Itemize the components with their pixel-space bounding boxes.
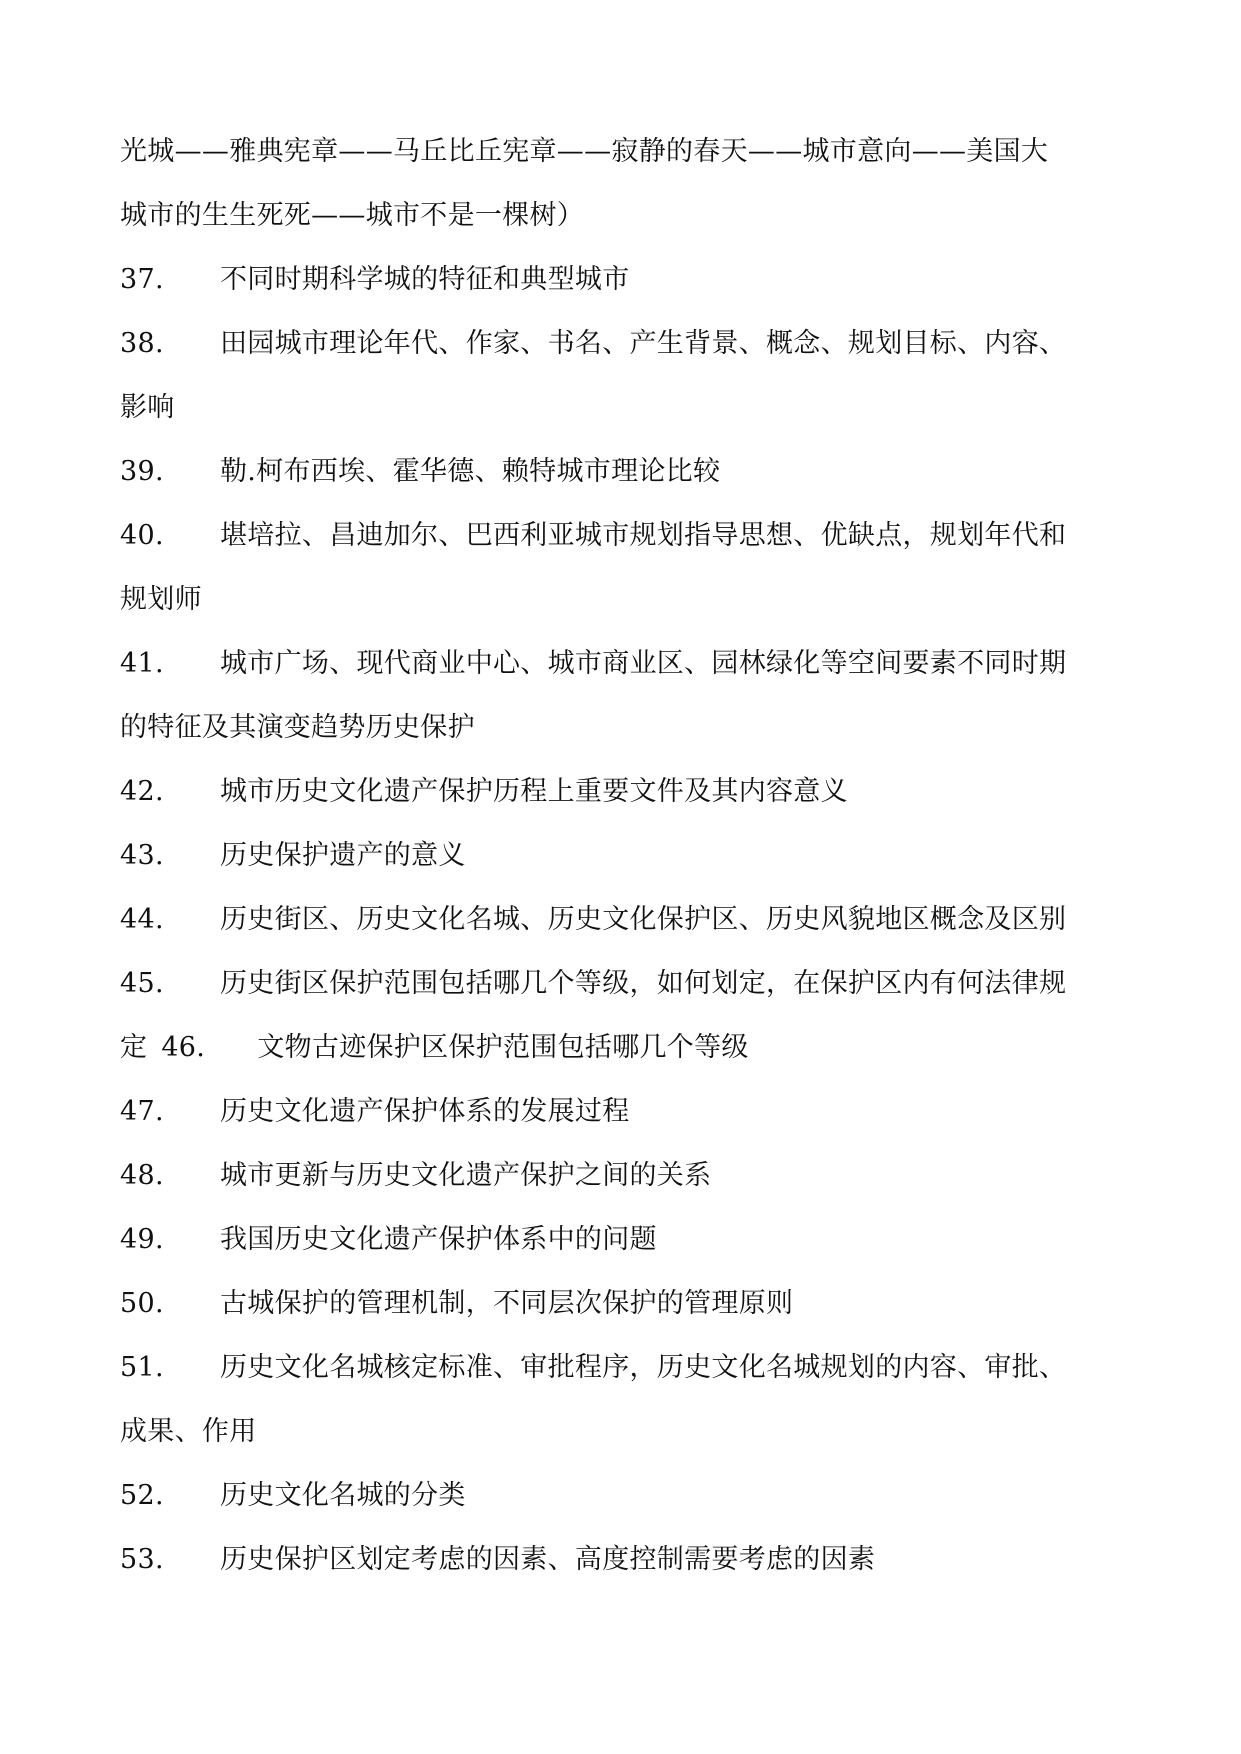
item-text: 历史街区保护范围包括哪几个等级，如何划定，在保护区内有何法律规: [220, 968, 1067, 999]
list-item: [120, 1220, 1125, 1260]
text-line: [120, 1028, 1125, 1068]
line-text: 影响: [120, 392, 175, 423]
list-item: [120, 324, 1125, 364]
list-item: [120, 516, 1125, 556]
item-text: 历史文化遗产保护体系的发展过程: [220, 1096, 630, 1127]
item-number: 40.: [120, 520, 164, 551]
item-number: 37.: [120, 264, 164, 295]
text-line: [120, 132, 1125, 172]
item-number: 38.: [120, 328, 164, 359]
line-text: 规划师: [120, 584, 202, 615]
text-line: [120, 388, 1125, 428]
item-number: 53.: [120, 1544, 164, 1575]
list-item: [120, 260, 1125, 300]
item-text: 文物古迹保护区保护范围包括哪几个等级: [257, 1032, 749, 1063]
item-number: 52.: [120, 1480, 164, 1511]
line-text: 的特征及其演变趋势历史保护: [120, 712, 475, 743]
line-text: 光城——雅典宪章——马丘比丘宪章——寂静的春天——城市意向——美国大: [120, 136, 1049, 167]
item-number: 51.: [120, 1352, 164, 1383]
list-item: [120, 644, 1125, 684]
item-number: 48.: [120, 1160, 164, 1191]
list-item: [120, 772, 1125, 812]
text-line: [120, 580, 1125, 620]
list-item: [120, 964, 1125, 1004]
list-item: [120, 1540, 1125, 1580]
item-text: 我国历史文化遗产保护体系中的问题: [220, 1224, 657, 1255]
item-number: 45.: [120, 968, 164, 999]
item-text: 城市历史文化遗产保护历程上重要文件及其内容意义: [220, 776, 848, 807]
item-number: 42.: [120, 776, 164, 807]
text-line: [120, 1412, 1125, 1452]
item-text: 历史保护遗产的意义: [220, 840, 466, 871]
item-text: 历史街区、历史文化名城、历史文化保护区、历史风貌地区概念及区别: [220, 904, 1067, 935]
item-number: 41.: [120, 648, 164, 679]
item-number: 46.: [161, 1032, 206, 1063]
text-line: [120, 196, 1125, 236]
item-text: 历史文化名城核定标准、审批程序，历史文化名城规划的内容、审批、: [220, 1352, 1067, 1383]
list-item: [120, 836, 1125, 876]
item-text: 历史保护区划定考虑的因素、高度控制需要考虑的因素: [220, 1544, 876, 1575]
item-number: 49.: [120, 1224, 164, 1255]
item-text: 城市更新与历史文化遗产保护之间的关系: [220, 1160, 712, 1191]
line-text: 成果、作用: [120, 1416, 257, 1447]
item-number: 50.: [120, 1288, 164, 1319]
item-text: 历史文化名城的分类: [220, 1480, 466, 1511]
item-number: 43.: [120, 840, 164, 871]
list-item: [120, 452, 1125, 492]
list-item: [120, 1156, 1125, 1196]
line-text: 城市的生生死死——城市不是一棵树）: [120, 200, 585, 231]
list-item: [120, 1284, 1125, 1324]
list-item: [120, 900, 1125, 940]
item-number: 47.: [120, 1096, 164, 1127]
item-text: 勒.柯布西埃、霍华德、赖特城市理论比较: [220, 456, 721, 487]
list-item: [120, 1092, 1125, 1132]
line-text: 定: [120, 1032, 148, 1063]
list-item: [120, 1476, 1125, 1516]
item-text: 不同时期科学城的特征和典型城市: [220, 264, 630, 295]
item-text: 古城保护的管理机制，不同层次保护的管理原则: [220, 1288, 794, 1319]
list-item: [120, 1348, 1125, 1388]
item-number: 39.: [120, 456, 164, 487]
item-number: 44.: [120, 904, 164, 935]
text-line: [120, 708, 1125, 748]
item-text: 田园城市理论年代、作家、书名、产生背景、概念、规划目标、内容、: [220, 328, 1067, 359]
item-text: 城市广场、现代商业中心、城市商业区、园林绿化等空间要素不同时期: [220, 648, 1067, 679]
item-text: 堪培拉、昌迪加尔、巴西利亚城市规划指导思想、优缺点，规划年代和: [220, 520, 1067, 551]
